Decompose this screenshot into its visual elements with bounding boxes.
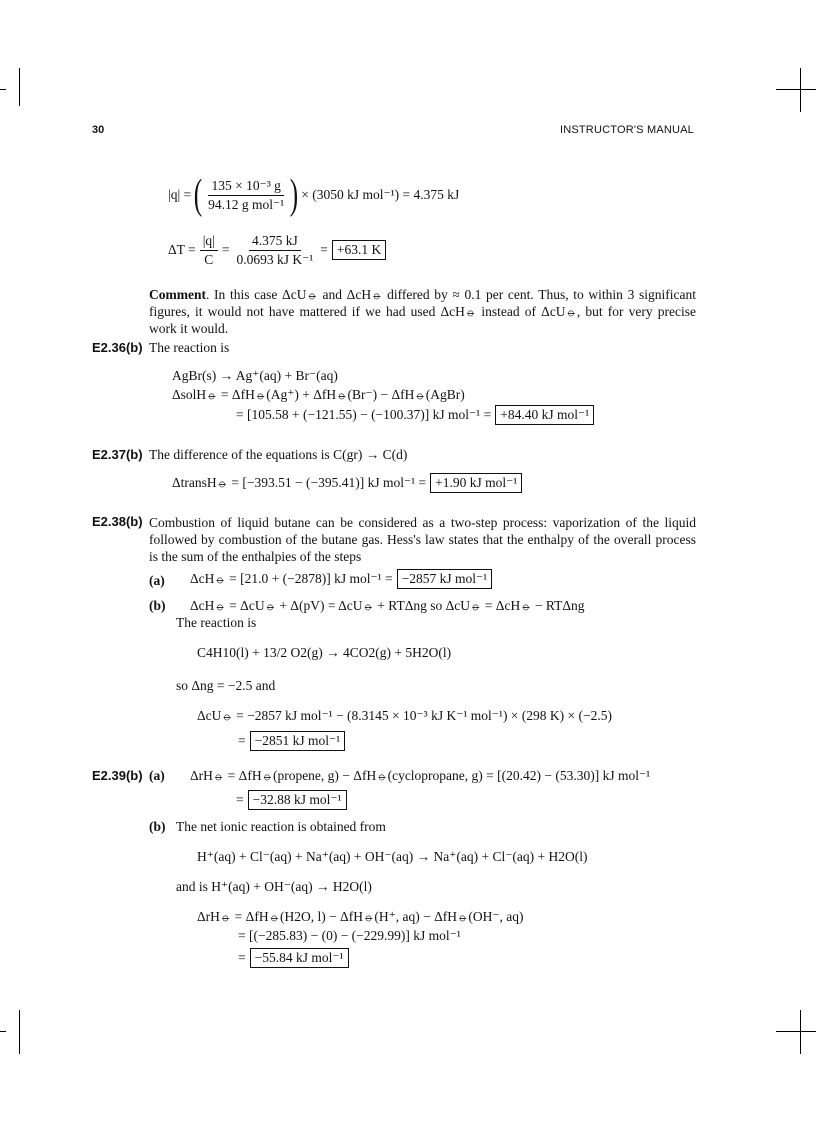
eq-q-den: 94.12 g mol⁻¹ bbox=[208, 196, 285, 212]
e238-b-result: −2851 kJ mol⁻¹ bbox=[250, 731, 346, 751]
left-paren-icon: ( bbox=[193, 172, 203, 218]
eq-dt-equals-2: = bbox=[320, 242, 328, 257]
equation-heat-q bbox=[168, 172, 459, 218]
e238-b-label: (b) bbox=[149, 598, 166, 613]
eq-q-fraction bbox=[205, 178, 287, 213]
crop-mark-right-bottom-v bbox=[800, 1010, 801, 1054]
eq-q-num: 135 × 10⁻³ g bbox=[208, 178, 283, 196]
eq-dt-fraction-1 bbox=[200, 233, 218, 268]
eq-dt-f1-num: |q| bbox=[200, 233, 218, 251]
e239-b-line2: = [(−285.83) − (0) − (−229.99)] kJ mol⁻¹ bbox=[238, 928, 461, 943]
eq-q-lhs: |q| = bbox=[168, 187, 192, 202]
e238-a-label: (a) bbox=[149, 573, 165, 588]
e236-line3: = [105.58 + (−121.55) − (−100.37)] kJ mol⁻¹ = bbox=[236, 406, 492, 422]
running-title: INSTRUCTOR'S MANUAL bbox=[559, 124, 694, 136]
comment-paragraph bbox=[149, 286, 696, 337]
eq-q-rhs: × (3050 kJ mol⁻¹) = 4.375 kJ bbox=[301, 187, 460, 202]
crop-mark-right-top-v bbox=[800, 68, 801, 112]
e237-line-row bbox=[172, 473, 522, 493]
e239-b-intro: The net ionic reaction is obtained from bbox=[176, 819, 386, 834]
eq-dt-f1-den: C bbox=[204, 251, 214, 267]
e239-a-eq: = bbox=[236, 791, 244, 807]
crop-mark-right-bottom-h bbox=[776, 1031, 816, 1032]
e238-b-line: ΔcH⦵ = ΔcU⦵ + Δ(pV) = ΔcU⦵ + RTΔng so ΔcU⦵ = ΔcH⦵ − RTΔng bbox=[190, 598, 585, 613]
eq-dt-result: +63.1 K bbox=[332, 240, 386, 260]
e237-result: +1.90 kJ mol⁻¹ bbox=[430, 473, 522, 493]
e239-a-result-row bbox=[236, 790, 347, 810]
eq-dt-fraction-2 bbox=[233, 233, 316, 268]
e239-b-label: (b) bbox=[149, 819, 166, 834]
e236-line2: ΔsolH⦵ = ΔfH⦵(Ag⁺) + ΔfH⦵(Br⁻) − ΔfH⦵(AgBr) bbox=[172, 387, 465, 402]
crop-mark-right-top-h bbox=[776, 89, 816, 90]
exercise-label-e238: E2.38(b) bbox=[92, 514, 143, 529]
e236-line3-row bbox=[236, 405, 594, 425]
e239-b-net: and is H⁺(aq) + OH⁻(aq) → H2O(l) bbox=[176, 879, 372, 894]
e238-b-dn: so Δng = −2.5 and bbox=[176, 678, 276, 693]
equation-delta-t bbox=[168, 230, 386, 270]
exercise-label-e236: E2.36(b) bbox=[92, 340, 143, 355]
e238-b-eq: = bbox=[238, 732, 246, 748]
e239-b-full: H⁺(aq) + Cl⁻(aq) + Na⁺(aq) + OH⁻(aq) → Na⁺(aq) + Cl⁻(aq) + H2O(l) bbox=[197, 849, 588, 864]
e239-b-line1: ΔrH⦵ = ΔfH⦵(H2O, l) − ΔfH⦵(H⁺, aq) − ΔfH⦵(OH⁻, aq) bbox=[197, 909, 524, 924]
crop-mark-left-top-h bbox=[0, 89, 6, 90]
e238-a-line: ΔcH⦵ = [21.0 + (−2878)] kJ mol⁻¹ = bbox=[190, 570, 393, 586]
e238-b-result-row bbox=[238, 731, 345, 751]
comment-text: . In this case ΔcU⦵ and ΔcH⦵ differed by ≈ 0.1 per cent. Thus, to within 3 significant figures, it would not have mattered if we had used ΔcH⦵ instead of ΔcU⦵, but for very precise work it would. bbox=[149, 287, 696, 336]
e236-intro: The reaction is bbox=[149, 340, 230, 355]
e238-a-result: −2857 kJ mol⁻¹ bbox=[397, 569, 493, 589]
crop-mark-left-bottom-v bbox=[19, 1010, 20, 1054]
eq-dt-equals: = bbox=[221, 242, 230, 257]
e239-a-label: (a) bbox=[149, 768, 165, 783]
e236-result: +84.40 kJ mol⁻¹ bbox=[495, 405, 594, 425]
e238-b-calc: ΔcU⦵ = −2857 kJ mol⁻¹ − (8.3145 × 10⁻³ kJ K⁻¹ mol⁻¹) × (298 K) × (−2.5) bbox=[197, 708, 613, 723]
exercise-label-e237: E2.37(b) bbox=[92, 447, 143, 462]
eq-dt-lhs: ΔT = bbox=[168, 242, 196, 257]
eq-dt-f2-den: 0.0693 kJ K⁻¹ bbox=[236, 251, 314, 267]
eq-dt-f2-num: 4.375 kJ bbox=[249, 233, 301, 251]
e239-a-line: ΔrH⦵ = ΔfH⦵(propene, g) − ΔfH⦵(cyclopropane, g) = [(20.42) − (53.30)] kJ mol⁻¹ bbox=[190, 768, 651, 783]
e239-b-result-row bbox=[238, 948, 349, 968]
e239-b-result: −55.84 kJ mol⁻¹ bbox=[250, 948, 349, 968]
e238-b-reaction-intro: The reaction is bbox=[176, 615, 257, 630]
e239-b-eq: = bbox=[238, 949, 246, 965]
e236-line1: AgBr(s) → Ag⁺(aq) + Br⁻(aq) bbox=[172, 368, 338, 383]
e238-intro: Combustion of liquid butane can be considered as a two-step process: vaporization of the liquid followed by combustion of the butane gas. Hess's law states that the enthalpy of the overall process is the sum of the enthalpies of the steps bbox=[149, 515, 696, 564]
e237-line1: ΔtransH⦵ = [−393.51 − (−395.41)] kJ mol⁻¹ = bbox=[172, 474, 427, 490]
crop-mark-left-top-v bbox=[19, 68, 20, 106]
right-paren-icon: ) bbox=[290, 172, 299, 218]
comment-label: Comment bbox=[149, 287, 206, 302]
page-number: 30 bbox=[92, 124, 105, 136]
crop-mark-left-bottom-h bbox=[0, 1031, 6, 1032]
e237-intro: The difference of the equations is C(gr) → C(d) bbox=[149, 447, 408, 462]
e238-b-reaction: C4H10(l) + 13/2 O2(g) → 4CO2(g) + 5H2O(l) bbox=[197, 645, 452, 660]
e238-a-row bbox=[190, 569, 492, 589]
exercise-label-e239: E2.39(b) bbox=[92, 768, 143, 783]
e239-a-result: −32.88 kJ mol⁻¹ bbox=[248, 790, 347, 810]
